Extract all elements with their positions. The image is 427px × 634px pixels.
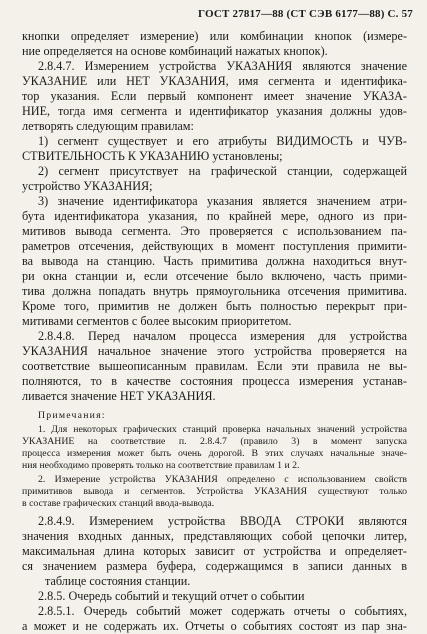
section-heading: 2.8.5. Очередь событий и текущий отчет о событии	[38, 589, 305, 603]
note-line: УКАЗАНИЕ на соответствие п. 2.8.4.7 (правило 3) в момент запуска	[22, 436, 407, 447]
text-line: таблице состояния станции.	[45, 574, 191, 588]
text-line: 1) сегмент существует и его атрибуты ВИДИМОСТЬ и ЧУВ-	[38, 134, 407, 148]
text-line: кнопки определяет измерение) или комбинации кнопок (измере-	[22, 29, 407, 43]
text-line: 2.8.4.7. Измерением устройства УКАЗАНИЯ являются значение	[38, 59, 407, 73]
note-line: процесса измерения может быть очень дорогой. В этих случаях начальные значе-	[22, 448, 407, 459]
text-line: Кроме того, примитив не должен быть полностью перекрыт при-	[22, 299, 407, 313]
text-line: раметров отсечения, действующих в момент поступления примити-	[22, 239, 407, 253]
text-line: 2) сегмент присутствует на графической станции, содержащей	[38, 164, 407, 178]
text-line: митивов вывода сегмента. Это проверяется с использованием па-	[22, 224, 407, 238]
text-line: УКАЗАНИЕ или НЕТ УКАЗАНИЯ, имя сегмента и идентифика-	[22, 74, 407, 88]
page-header: ГОСТ 27817—88 (СТ СЭВ 6177—88) С. 57	[198, 8, 413, 20]
text-line: тор указания. Если первый компонент имеет значение УКАЗА-	[22, 89, 407, 103]
text-line: ливается значение НЕТ УКАЗАНИЯ.	[22, 389, 216, 403]
text-line: максимальная длина которых зависит от устройства и определяет-	[22, 544, 407, 558]
text-line: 2.8.4.8. Перед началом процесса измерения для устройства	[38, 329, 407, 343]
text-line: бута идентификатора указания, по крайней мере, одного из при-	[22, 209, 407, 223]
text-line: ва вывода на станцию. Часть примитива должна находиться внут-	[22, 254, 407, 268]
text-line: 2.8.4.9. Измерением устройства ВВОДА СТРОКИ являются	[38, 514, 407, 528]
note-line: 2. Измерение устройства УКАЗАНИЯ определено с использованием свойств	[38, 474, 407, 485]
text-line: ся значением размера буфера, содержащимся в записи данных в	[22, 559, 407, 573]
text-line: соответствие вышеописанным правилам. Если эти правила не вы-	[22, 359, 407, 373]
text-line: 3) значение идентификатора указания является значением атри-	[38, 194, 407, 208]
text-line: УКАЗАНИЯ начальное значение этого устройства проверяется на	[22, 344, 407, 358]
note-line: в составе графических станций ввода-вывода.	[22, 498, 215, 509]
note-line: 1. Для некоторых графических станций проверка начальных значений устройства	[38, 424, 407, 435]
text-line: полняются, то в качестве состояния процесса измерения устанав-	[22, 374, 407, 388]
note-line: примитивов вывода и сегментов. Устройства УКАЗАНИЯ существуют только	[22, 486, 407, 497]
text-line: СТВИТЕЛЬНОСТЬ К УКАЗАНИЮ установлены;	[22, 149, 283, 163]
text-line: значения входных данных, представляющих собой цепочки литер,	[22, 529, 407, 543]
text-line: 2.8.5.1. Очередь событий может содержать отчеты о событиях,	[38, 604, 407, 618]
text-line: НИЕ, тогда имя сегмента и идентификатор указания должны удов-	[22, 104, 407, 118]
text-line: ние определяется на основе комбинаций нажатых кнопок).	[22, 44, 328, 58]
text-line: а может и не содержать их. Отчеты о событиях состоят из пар зна-	[22, 619, 407, 633]
text-line: митивами сегментов с более высоким приоритетом.	[22, 314, 292, 328]
note-line: ния необходимо проверять только на соответствие правилам 1 и 2.	[22, 460, 300, 471]
text-line: летворять следующим правилам:	[22, 119, 194, 133]
text-line: тива должна попадать внутрь прямоугольника отсечения примитива.	[22, 284, 407, 298]
notes-title: Примечания:	[38, 410, 106, 421]
text-line: устройство УКАЗАНИЯ;	[22, 179, 153, 193]
text-line: ри окна станции и, если отсечение было включено, часть прими-	[22, 269, 407, 283]
